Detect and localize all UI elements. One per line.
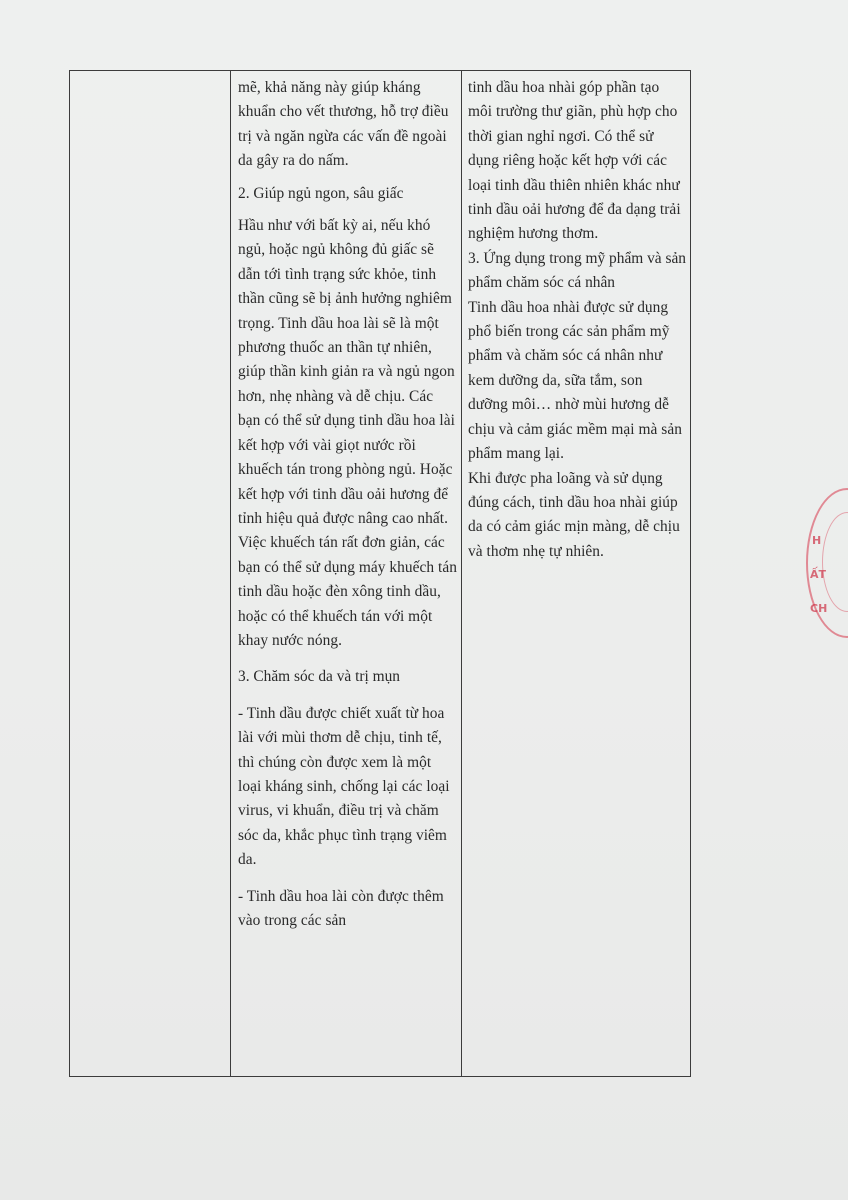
right-column — [462, 71, 690, 1076]
stamp-text-fragment: ẤT — [810, 568, 827, 581]
middle-column — [231, 71, 462, 1076]
paragraph-sleep: Hầu như với bất kỳ ai, nếu khó ngủ, hoặc ngủ không đủ giấc sẽ dẫn tới tình trạng sức khỏe, tinh thần cũng sẽ bị ảnh hưởng nghiêm trọng. Tinh dầu hoa lài sẽ là một phương thuốc an thần tự nhiên, giúp thần kinh giản ra và ngủ ngon hơn, nhẹ nhàng và dễ chịu. Các bạn có thể sử dụng tinh dầu hoa lài kết hợp với vài giọt nước rồi khuếch tán trong phòng ngủ. Hoặc kết hợp với tinh dầu oải hương để tỉnh hiệu quả được nâng cao nhất. Việc khuếch tán rất đơn giản, các bạn có thể sử dụng máy khuếch tán tinh dầu hoặc đèn xông tinh dầu, hoặc có thể khuếch tán với một khay nước nóng. — [238, 217, 457, 649]
section-heading-cosmetics: 3. Ứng dụng trong mỹ phẩm và sản phẩm chăm sóc cá nhân — [468, 249, 686, 292]
paragraph-relaxation: tinh dầu hoa nhài góp phần tạo môi trường thư giãn, phù hợp cho thời gian nghỉ ngơi. Có thể sử dụng riêng hoặc kết hợp với các loại tinh dầu thiên nhiên khác như tinh dầu oải hương để đa dạng trải nghiệm hương thơm. — [468, 79, 681, 243]
section-heading-sleep: 2. Giúp ngủ ngon, sâu giấc — [238, 184, 404, 202]
blank-column — [70, 71, 231, 1076]
content-table — [69, 70, 691, 1077]
paragraph-dilution: Khi được pha loãng và sử dụng đúng cách, tinh dầu hoa nhài giúp da có cảm giác mịn màng, dễ chịu và thơm nhẹ tự nhiên. — [468, 469, 680, 560]
paragraph-cosmetics: Tinh dầu hoa nhài được sử dụng phổ biến trong các sản phẩm mỹ phẩm và chăm sóc cá nhân như kem dưỡng da, sữa tắm, son dưỡng môi… nhờ mùi hương dễ chịu và cảm giác mềm mại mà sản phẩm mang lại. — [468, 298, 682, 463]
red-seal-stamp — [806, 488, 848, 638]
stamp-text-fragment: CH — [810, 602, 828, 615]
paragraph-skincare-continued: - Tinh dầu hoa lài còn được thêm vào trong các sản — [238, 887, 444, 929]
stamp-inner-ring — [822, 512, 848, 612]
paragraph-skincare: - Tinh dầu được chiết xuất từ hoa lài với mùi thơm dễ chịu, tinh tế, thì chúng còn được xem là một loại kháng sinh, chống lại các loại virus, vi khuẩn, điều trị và chăm sóc da, khắc phục tình trạng viêm da. — [238, 704, 450, 869]
section-heading-skincare: 3. Chăm sóc da và trị mụn — [238, 668, 400, 686]
stamp-text-fragment: H — [812, 534, 822, 547]
paragraph-antifungal: mẽ, khả năng này giúp kháng khuẩn cho vết thương, hỗ trợ điều trị và ngăn ngừa các vấn đề ngoài da gây ra do nấm. — [238, 79, 449, 170]
